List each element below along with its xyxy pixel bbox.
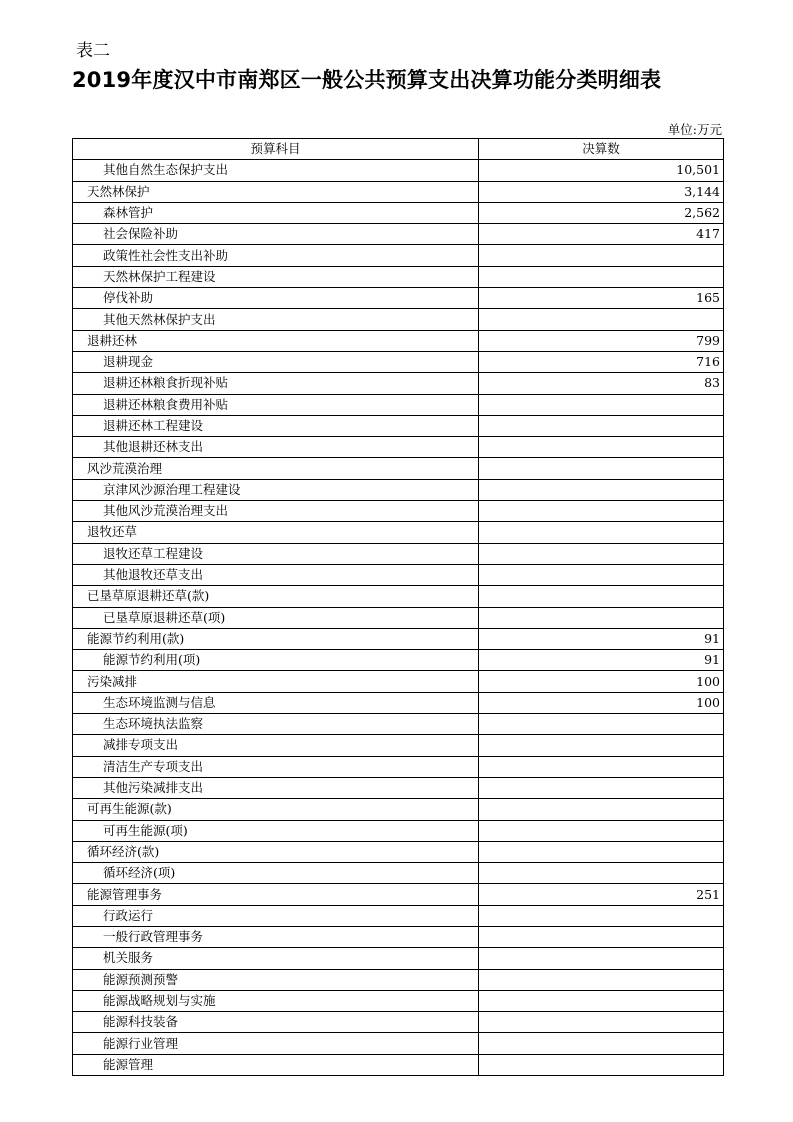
row-amount (479, 543, 724, 564)
row-subject: 森林管护 (73, 202, 479, 223)
row-amount (479, 756, 724, 777)
row-amount (479, 926, 724, 947)
table-row (73, 373, 724, 394)
unit-note: 单位:万元 (667, 122, 722, 137)
table-row (73, 501, 724, 522)
table-row (73, 415, 724, 436)
row-subject: 循环经济(款) (73, 841, 479, 862)
row-subject: 能源管理事务 (73, 884, 479, 905)
row-amount (479, 841, 724, 862)
row-amount (479, 437, 724, 458)
row-subject: 天然林保护 (73, 181, 479, 202)
table-row (73, 735, 724, 756)
row-amount: 2,562 (479, 202, 724, 223)
table-row (73, 607, 724, 628)
row-subject: 其他污染减排支出 (73, 777, 479, 798)
row-amount (479, 586, 724, 607)
table-row (73, 990, 724, 1011)
row-amount (479, 479, 724, 500)
table-row (73, 181, 724, 202)
row-amount (479, 415, 724, 436)
table-row (73, 756, 724, 777)
row-amount: 100 (479, 671, 724, 692)
table-row (73, 841, 724, 862)
table-body (73, 160, 724, 1076)
table-row (73, 543, 724, 564)
row-subject: 可再生能源(款) (73, 799, 479, 820)
row-subject: 能源节约利用(款) (73, 628, 479, 649)
table-row (73, 1054, 724, 1075)
row-subject: 机关服务 (73, 948, 479, 969)
table-row (73, 330, 724, 351)
row-subject: 其他退牧还草支出 (73, 564, 479, 585)
row-amount (479, 394, 724, 415)
row-subject: 污染减排 (73, 671, 479, 692)
row-subject: 循环经济(项) (73, 863, 479, 884)
column-header-subject: 预算科目 (73, 139, 479, 160)
row-subject: 社会保险补助 (73, 224, 479, 245)
table-row (73, 628, 724, 649)
row-amount (479, 1054, 724, 1075)
row-subject: 能源节约利用(项) (73, 650, 479, 671)
table-header-row (73, 139, 724, 160)
row-amount: 83 (479, 373, 724, 394)
table-label: 表二 (76, 41, 110, 61)
row-subject: 退牧还草工程建设 (73, 543, 479, 564)
row-amount (479, 948, 724, 969)
row-amount: 165 (479, 288, 724, 309)
row-amount: 100 (479, 692, 724, 713)
table-row (73, 202, 724, 223)
table-row (73, 266, 724, 287)
table-row (73, 714, 724, 735)
row-subject: 退耕现金 (73, 351, 479, 372)
row-amount (479, 1012, 724, 1033)
row-subject: 能源管理 (73, 1054, 479, 1075)
table-row (73, 948, 724, 969)
row-subject: 生态环境监测与信息 (73, 692, 479, 713)
row-amount (479, 522, 724, 543)
row-subject: 减排专项支出 (73, 735, 479, 756)
table-row (73, 799, 724, 820)
row-subject: 退耕还林工程建设 (73, 415, 479, 436)
row-subject: 能源战略规划与实施 (73, 990, 479, 1011)
table-row (73, 671, 724, 692)
budget-table (72, 138, 724, 1076)
row-subject: 能源行业管理 (73, 1033, 479, 1054)
row-amount: 91 (479, 628, 724, 649)
table-row (73, 564, 724, 585)
table-row (73, 1033, 724, 1054)
row-subject: 京津风沙源治理工程建设 (73, 479, 479, 500)
table-row (73, 905, 724, 926)
row-amount (479, 714, 724, 735)
row-amount (479, 820, 724, 841)
row-amount: 716 (479, 351, 724, 372)
row-amount (479, 735, 724, 756)
row-amount: 91 (479, 650, 724, 671)
row-amount (479, 777, 724, 798)
row-amount (479, 458, 724, 479)
row-subject: 退耕还林 (73, 330, 479, 351)
row-amount (479, 990, 724, 1011)
table-row (73, 522, 724, 543)
table-row (73, 777, 724, 798)
table-row (73, 309, 724, 330)
row-amount (479, 501, 724, 522)
row-amount (479, 245, 724, 266)
row-subject: 风沙荒漠治理 (73, 458, 479, 479)
table-row (73, 479, 724, 500)
row-subject: 已垦草原退耕还草(项) (73, 607, 479, 628)
table-row (73, 288, 724, 309)
row-amount: 799 (479, 330, 724, 351)
row-subject: 行政运行 (73, 905, 479, 926)
row-subject: 生态环境执法监察 (73, 714, 479, 735)
table-row (73, 160, 724, 181)
row-amount (479, 799, 724, 820)
table-row (73, 969, 724, 990)
row-subject: 退牧还草 (73, 522, 479, 543)
table-row (73, 1012, 724, 1033)
table-row (73, 692, 724, 713)
table-row (73, 884, 724, 905)
table-row (73, 351, 724, 372)
row-subject: 一般行政管理事务 (73, 926, 479, 947)
row-amount (479, 309, 724, 330)
row-amount: 10,501 (479, 160, 724, 181)
row-subject: 清洁生产专项支出 (73, 756, 479, 777)
page-title: 2019年度汉中市南郑区一般公共预算支出决算功能分类明细表 (72, 68, 662, 92)
column-header-amount: 决算数 (479, 139, 724, 160)
table-row (73, 650, 724, 671)
row-subject: 可再生能源(项) (73, 820, 479, 841)
row-amount (479, 1033, 724, 1054)
row-subject: 其他风沙荒漠治理支出 (73, 501, 479, 522)
table-row (73, 586, 724, 607)
row-amount (479, 607, 724, 628)
row-amount (479, 969, 724, 990)
row-amount (479, 905, 724, 926)
row-amount: 251 (479, 884, 724, 905)
row-subject: 能源预测预警 (73, 969, 479, 990)
row-subject: 已垦草原退耕还草(款) (73, 586, 479, 607)
row-subject: 退耕还林粮食费用补贴 (73, 394, 479, 415)
row-amount: 3,144 (479, 181, 724, 202)
row-amount: 417 (479, 224, 724, 245)
table-row (73, 224, 724, 245)
table-row (73, 458, 724, 479)
table-row (73, 394, 724, 415)
row-amount (479, 863, 724, 884)
row-subject: 其他自然生态保护支出 (73, 160, 479, 181)
row-subject: 能源科技装备 (73, 1012, 479, 1033)
row-subject: 其他退耕还林支出 (73, 437, 479, 458)
row-subject: 停伐补助 (73, 288, 479, 309)
row-subject: 退耕还林粮食折现补贴 (73, 373, 479, 394)
table-row (73, 926, 724, 947)
table-row (73, 820, 724, 841)
table-row (73, 245, 724, 266)
row-subject: 政策性社会性支出补助 (73, 245, 479, 266)
row-amount (479, 564, 724, 585)
table-row (73, 863, 724, 884)
row-amount (479, 266, 724, 287)
row-subject: 天然林保护工程建设 (73, 266, 479, 287)
table-row (73, 437, 724, 458)
row-subject: 其他天然林保护支出 (73, 309, 479, 330)
